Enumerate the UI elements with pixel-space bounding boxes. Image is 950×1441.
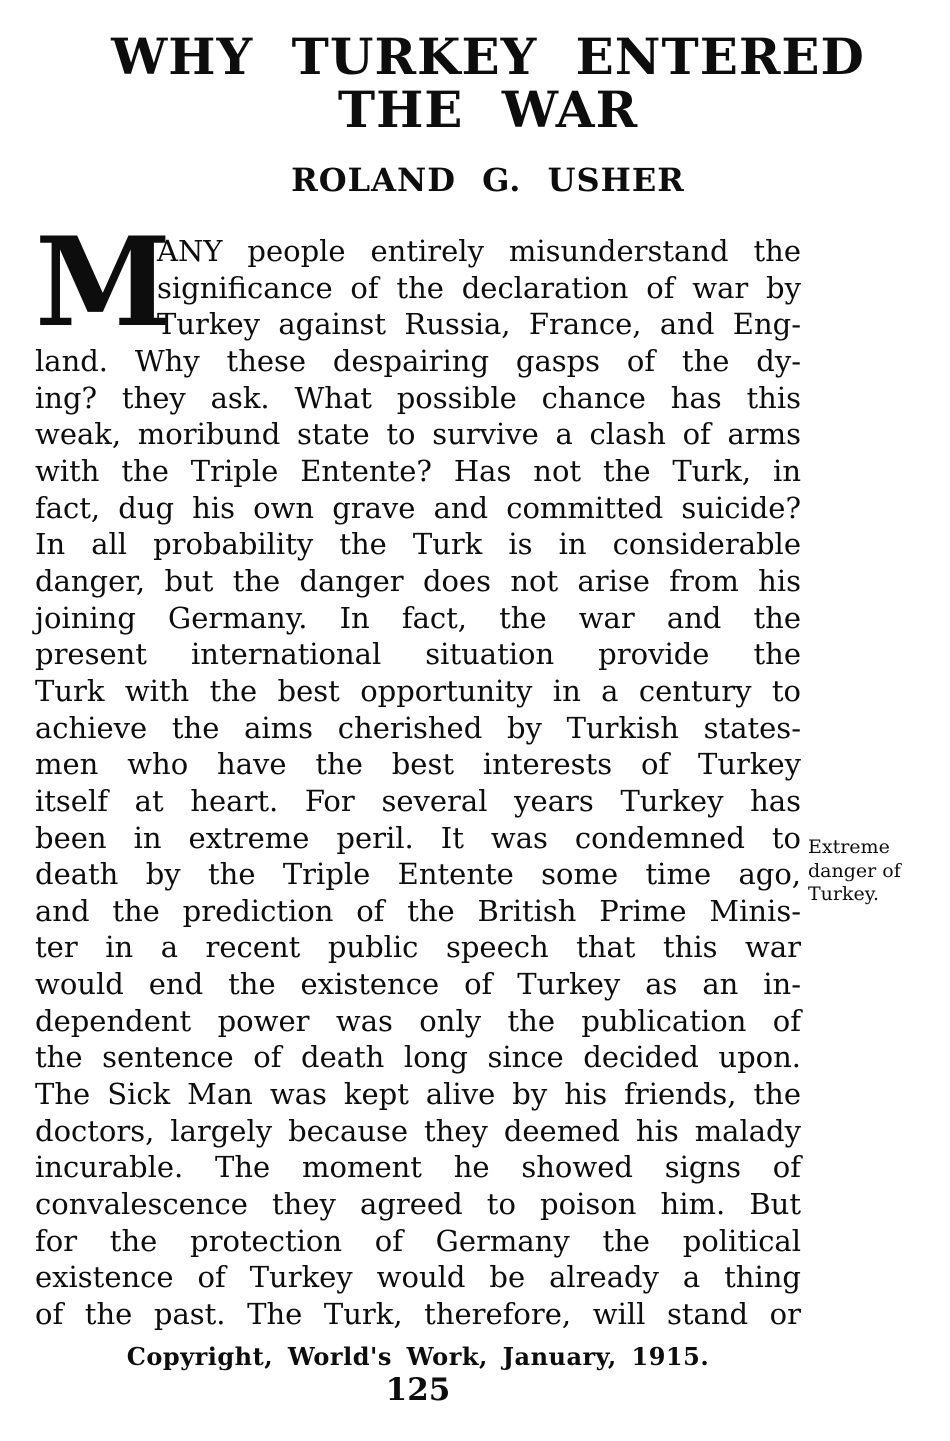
copyright-line: Copyright, World's Work, January, 1915.: [126, 1342, 710, 1371]
body-line: weak, moribund state to survive a clash of arms: [35, 417, 801, 452]
body-line: for the protection of Germany the political: [35, 1223, 801, 1258]
body-line: ANY people entirely misunderstand the: [157, 234, 801, 268]
body-line: death by the Triple Entente some time ago,: [35, 857, 801, 892]
drop-cap-letter: M: [35, 211, 172, 355]
article-title-line-2: THE WAR: [337, 80, 639, 139]
margin-note: [808, 836, 940, 907]
body-line: convalescence they agreed to poison him. But: [35, 1187, 801, 1222]
body-line: incurable. The moment he showed signs of: [35, 1150, 801, 1185]
article-author: ROLAND G. USHER: [291, 161, 685, 199]
body-line: Turkey against Russia, France, and Eng-: [157, 307, 801, 342]
margin-note-line: Extreme: [808, 836, 890, 858]
body-line: The Sick Man was kept alive by his friends, the: [35, 1077, 801, 1112]
body-line: ing? they ask. What possible chance has this: [35, 380, 801, 415]
body-line: been in extreme peril. It was condemned to: [35, 820, 801, 855]
body-line: Turk with the best opportunity in a century to: [35, 673, 801, 708]
body-line: with the Triple Entente? Has not the Turk, in: [35, 453, 801, 488]
body-line: present international situation provide the: [35, 637, 801, 672]
article-heading: [26, 27, 950, 199]
margin-note-line: Turkey.: [808, 883, 879, 905]
body-line: itself at heart. For several years Turkey has: [35, 783, 801, 818]
body-line: would end the existence of Turkey as an in-: [35, 967, 801, 1002]
body-line: men who have the best interests of Turkey: [35, 747, 801, 782]
body-line: the sentence of death long since decided upon.: [35, 1040, 801, 1075]
margin-note-line: danger of: [808, 859, 901, 882]
body-line: significance of the declaration of war by: [157, 270, 801, 305]
body-line: doctors, largely because they deemed his malady: [35, 1113, 801, 1148]
body-line: land. Why these despairing gasps of the dy-: [35, 343, 801, 378]
body-line: existence of Turkey would be already a thing: [35, 1260, 801, 1295]
body-line: ter in a recent public speech that this war: [35, 930, 801, 965]
article-title-line-1: WHY TURKEY ENTERED: [111, 27, 865, 86]
body-line: dependent power was only the publication of: [35, 1003, 801, 1038]
body-line: fact, dug his own grave and committed suicide?: [35, 490, 801, 525]
body-line: achieve the aims cherished by Turkish states-: [35, 710, 801, 745]
page-number: 125: [385, 1372, 451, 1408]
drop-cap-box: [35, 211, 172, 355]
body-line: and the prediction of the British Prime Minis-: [35, 893, 801, 928]
article-body: [35, 211, 801, 1333]
body-line: of the past. The Turk, therefore, will stand or: [35, 1297, 801, 1332]
body-line: joining Germany. In fact, the war and the: [35, 600, 801, 635]
body-line: In all probability the Turk is in considerable: [35, 527, 801, 562]
body-line: danger, but the danger does not arise from his: [35, 563, 801, 598]
